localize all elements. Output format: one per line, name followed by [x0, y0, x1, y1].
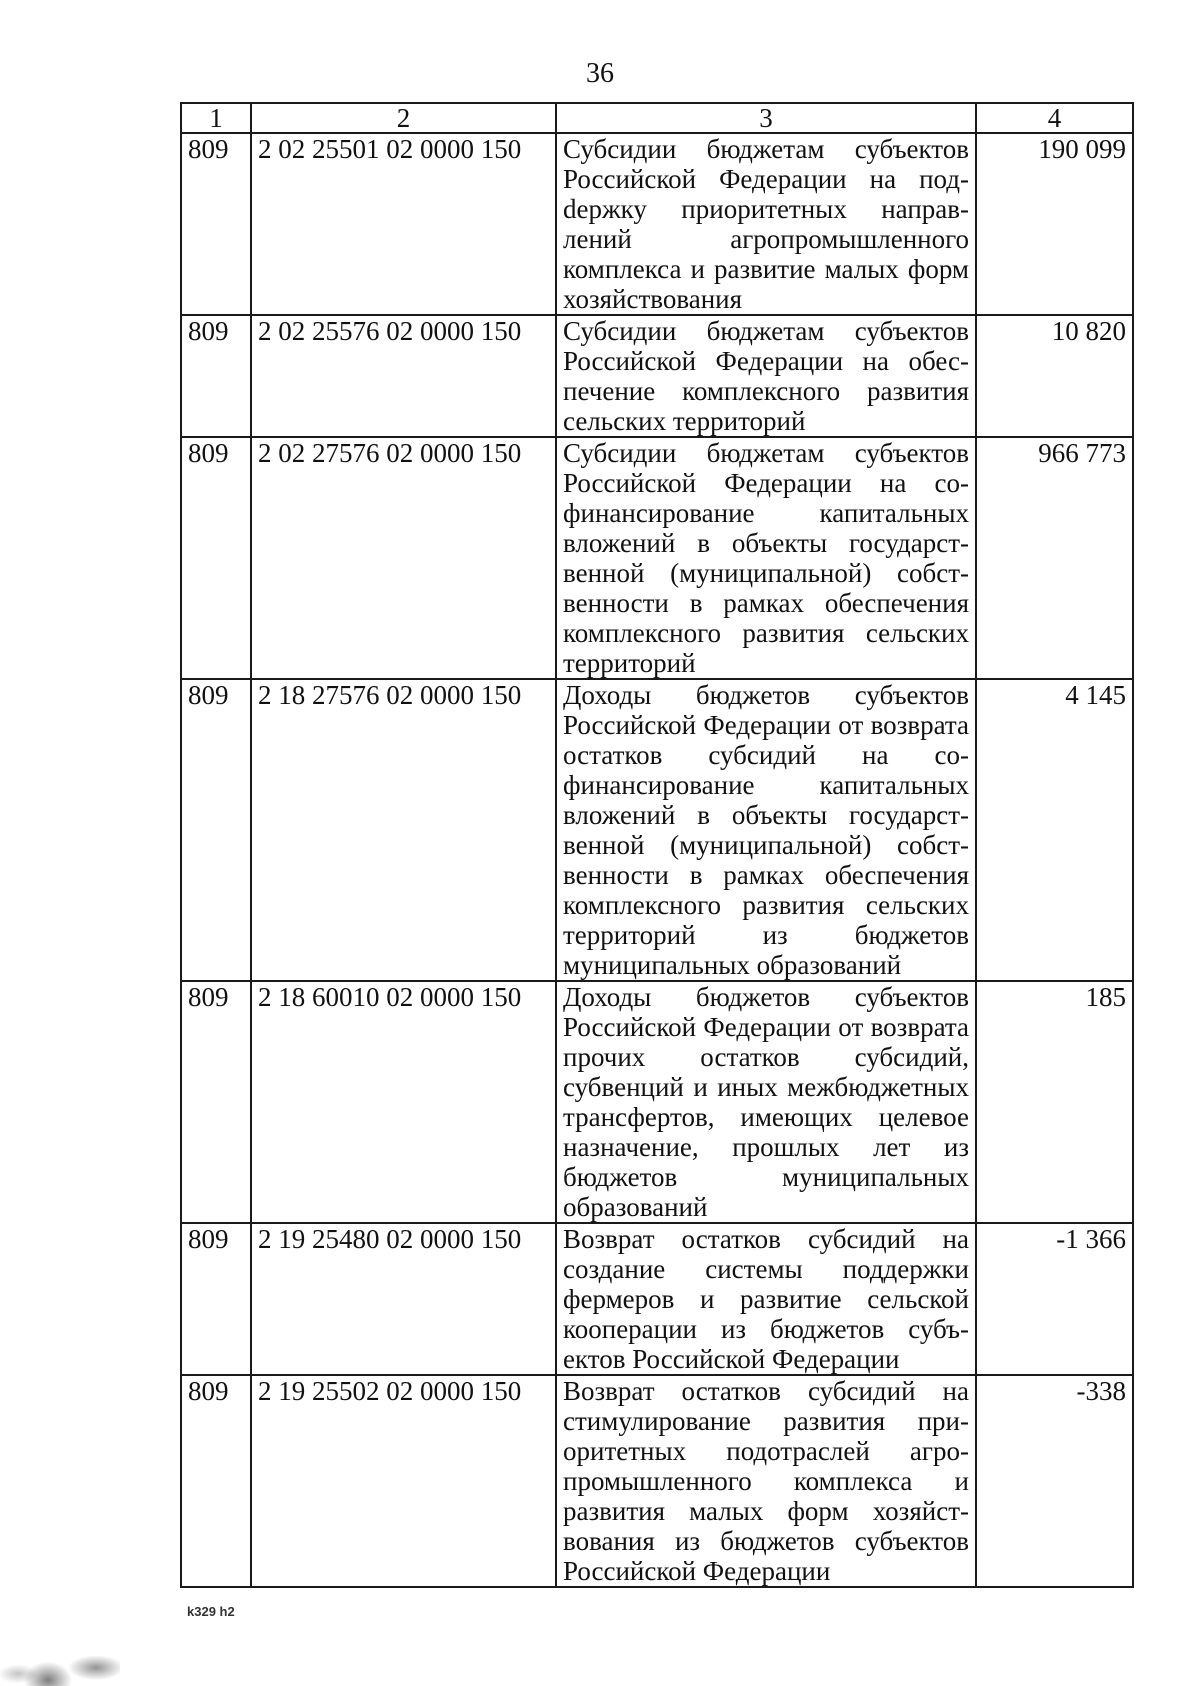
admin-code-cell: 809	[181, 981, 251, 1223]
budget-code-cell: 2 19 25502 02 0000 150	[251, 1375, 556, 1587]
column-header-4: 4	[976, 103, 1133, 133]
scan-artifact	[0, 1625, 120, 1686]
budget-code-cell: 2 18 27576 02 0000 150	[251, 679, 556, 981]
budget-code-cell: 2 02 25501 02 0000 150	[251, 133, 556, 315]
amount-cell: -338	[976, 1375, 1133, 1587]
table-row	[181, 437, 1133, 679]
budget-code-cell: 2 02 25576 02 0000 150	[251, 315, 556, 437]
table-row	[181, 981, 1133, 1223]
amount-cell: 4 145	[976, 679, 1133, 981]
budget-table	[180, 102, 1134, 1588]
table-row	[181, 315, 1133, 437]
amount-cell: -1 366	[976, 1223, 1133, 1375]
column-header-3: 3	[556, 103, 976, 133]
description-cell: Субсидии бюджетам субъектов Российской Федерации на софинансирование капитальных вложений в объекты государственной (муниципальной) собственности в рамках обеспечения комплексного развития сельских территорий	[556, 437, 976, 679]
description-cell: Доходы бюджетов субъектов Российской Федерации от возврата остатков субсидий на софинансирование капитальных вложений в объекты государственной (муниципальной) собственности в рамках обеспечения комплексного развития сельских территорий из бюджетов муниципальных образований	[556, 679, 976, 981]
description-cell: Возврат остатков субсидий на стимулирование развития приоритетных подотраслей агропромышленного комплекса и развития малых форм хозяйствования из бюджетов субъектов Российской Федерации	[556, 1375, 976, 1587]
table-row	[181, 679, 1133, 981]
amount-cell: 10 820	[976, 315, 1133, 437]
table-header-row	[181, 103, 1133, 133]
admin-code-cell: 809	[181, 315, 251, 437]
budget-code-cell: 2 19 25480 02 0000 150	[251, 1223, 556, 1375]
admin-code-cell: 809	[181, 437, 251, 679]
budget-code-cell: 2 18 60010 02 0000 150	[251, 981, 556, 1223]
table-row	[181, 133, 1133, 315]
description-cell: Субсидии бюджетам субъектов Российской Федерации на подdержку приоритетных направлений агропромышленного комплекса и развитие малых форм хозяйствования	[556, 133, 976, 315]
amount-cell: 190 099	[976, 133, 1133, 315]
column-header-1: 1	[181, 103, 251, 133]
budget-code-cell: 2 02 27576 02 0000 150	[251, 437, 556, 679]
description-cell: Возврат остатков субсидий на создание системы поддержки фермеров и развитие сельской кооперации из бюджетов субъектов Российской Федерации	[556, 1223, 976, 1375]
amount-cell: 966 773	[976, 437, 1133, 679]
admin-code-cell: 809	[181, 1223, 251, 1375]
footer-document-code: k329 h2	[187, 1604, 235, 1619]
admin-code-cell: 809	[181, 133, 251, 315]
admin-code-cell: 809	[181, 1375, 251, 1587]
description-cell: Доходы бюджетов субъектов Российской Федерации от возврата прочих остатков субсидий, субвенций и иных межбюджетных трансфертов, имеющих целевое назначение, прошлых лет из бюджетов муниципальных образований	[556, 981, 976, 1223]
admin-code-cell: 809	[181, 679, 251, 981]
amount-cell: 185	[976, 981, 1133, 1223]
page-number: 36	[586, 58, 614, 89]
table-row	[181, 1223, 1133, 1375]
table-row	[181, 1375, 1133, 1587]
column-header-2: 2	[251, 103, 556, 133]
description-cell: Субсидии бюджетам субъектов Российской Федерации на обеспечение комплексного развития сельских территорий	[556, 315, 976, 437]
